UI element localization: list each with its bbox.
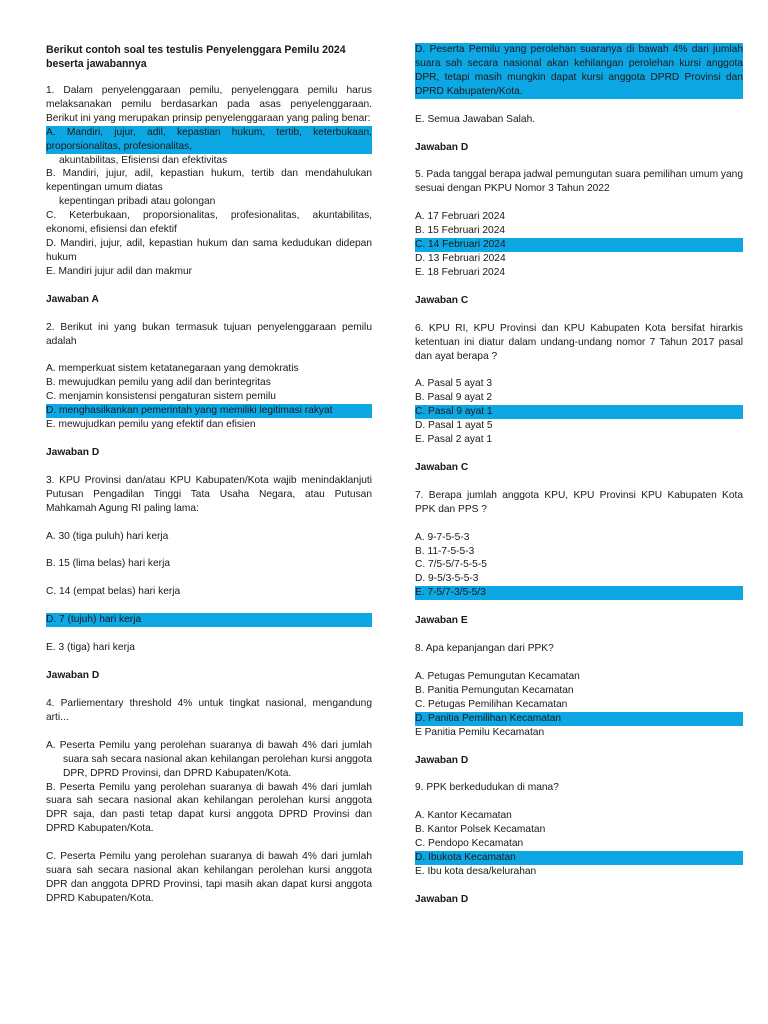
answer-label: Jawaban C xyxy=(415,461,469,473)
option-b: B. Peserta Pemilu yang perolehan suaranya di bawah 4% dari jumlah suara sah secara nasional akan kehilangan perolehan kursi anggota DPR saja, dan pasti tetap dapat kursi anggota DPRD Provinsi dan DPRD Kabupaten/Kota. xyxy=(46,781,372,835)
question-text: 2. Berikut ini yang bukan termasuk tujuan penyelenggaraan pemilu adalah xyxy=(46,321,372,347)
question-8 xyxy=(415,642,743,781)
option-d-correct: D. Peserta Pemilu yang perolehan suaranya di bawah 4% dari jumlah suara sah secara nasional akan kehilangan perolehan kursi anggota DPR, tetapi masih mungkin dapat kursi anggota DPRD Provinsi dan DPRD Kabupaten/Kota. xyxy=(415,44,743,97)
option-a-correct xyxy=(46,126,372,154)
question-3 xyxy=(46,474,372,697)
question-text: 6. KPU RI, KPU Provinsi dan KPU Kabupaten Kota bersifat hirarkis ketentuan ini diatur dalam undang-undang nomor 7 Tahun 2017 pasal dan ayat berapa ? xyxy=(415,322,743,362)
right-column xyxy=(415,43,743,907)
option-e-correct: E. 7-5/7-3/5-5/3 xyxy=(415,586,743,600)
option-b: B. Kantor Polsek Kecamatan xyxy=(415,824,546,836)
option-e: E. Ibu kota desa/kelurahan xyxy=(415,865,537,877)
option-c: C. Petugas Pemilihan Kecamatan xyxy=(415,698,568,710)
option-c: C. Pendopo Kecamatan xyxy=(415,838,524,850)
left-column xyxy=(46,43,372,906)
option-a: A. 30 (tiga puluh) hari kerja xyxy=(46,530,169,542)
option-d-correct: D. menghasilkankan pemerintah yang memiliki legitimasi rakyat xyxy=(46,404,372,418)
option-c-correct: C. 14 Februari 2024 xyxy=(415,238,743,252)
option-b: B. mewujudkan pemilu yang adil dan berintegritas xyxy=(46,377,271,389)
option-d: D. Mandiri, jujur, adil, kepastian hukum dan sama kedudukan didepan hukum xyxy=(46,237,372,263)
option-b: B. 15 (lima belas) hari kerja xyxy=(46,558,170,570)
option-c: C. 14 (empat belas) hari kerja xyxy=(46,586,181,598)
option-d-correct: D. Ibukota Kecamatan xyxy=(415,851,743,865)
option-d: D. 13 Februari 2024 xyxy=(415,252,506,264)
question-5 xyxy=(415,168,743,321)
option-c: C. Keterbukaan, proporsionalitas, profesionalitas, akuntabilitas, ekonomi, efisiensi dan efektif xyxy=(46,210,372,236)
option-e: E. mewujudkan pemilu yang efektif dan efisien xyxy=(46,419,256,431)
question-2 xyxy=(46,321,372,474)
option-c-correct: C. Pasal 9 ayat 1 xyxy=(415,405,743,419)
option-e: E. 18 Februari 2024 xyxy=(415,266,506,278)
option-d-correct: D. 7 (tujuh) hari kerja xyxy=(46,613,372,627)
answer-label: Jawaban D xyxy=(415,754,469,766)
option-a: A. Peserta Pemilu yang perolehan suaranya di bawah 4% dari jumlah suara sah secara nasional akan kehilangan perolehan kursi anggota DPR, DPRD Provinsi, dan DPRD Kabupaten/Kota. xyxy=(46,739,372,779)
option-e: E. Pasal 2 ayat 1 xyxy=(415,434,493,446)
option-e: E. Semua Jawaban Salah. xyxy=(415,113,536,125)
answer-label: Jawaban C xyxy=(415,294,469,306)
answer-label: Jawaban D xyxy=(46,670,100,682)
option-b: B. 15 Februari 2024 xyxy=(415,225,506,237)
option-b: B. Panitia Pemungutan Kecamatan xyxy=(415,684,574,696)
option-e: E Panitia Pemilu Kecamatan xyxy=(415,726,545,738)
option-d-correct: D. Panitia Pemilihan Kecamatan xyxy=(415,712,743,726)
answer-label: Jawaban D xyxy=(415,141,469,153)
option-e: E. Mandiri jujur adil dan makmur xyxy=(46,265,193,277)
option-a: A. Petugas Pemungutan Kecamatan xyxy=(415,671,580,682)
option-a: A. Kantor Kecamatan xyxy=(415,810,512,822)
option-c: C. menjamin konsistensi pengaturan sistem pemilu xyxy=(46,391,276,403)
document-title: Berikut contoh soal tes testulis Penyelenggara Pemilu 2024 beserta jawabannya xyxy=(46,44,346,70)
question-text: 5. Pada tanggal berapa jadwal pemungutan suara pemilihan umum yang sesuai dengan PKPU Nomor 3 Tahun 2022 xyxy=(415,169,743,195)
option-d: D. 9-5/3-5-5-3 xyxy=(415,573,479,585)
option-a-text: A. Mandiri, jujur, adil, kepastian hukum, tertib, keterbukaan, proporsionalitas, profesionalitas, xyxy=(46,126,372,152)
option-a: A. Pasal 5 ayat 3 xyxy=(415,378,493,390)
option-c: C. Peserta Pemilu yang perolehan suaranya di bawah 4% dari jumlah suara sah secara nasional akan kehilangan perolehan kursi anggota DPR dan anggota DPRD Provinsi, tapi masih akan dapat kursi anggota DPRD Kabupaten/Kota. xyxy=(46,851,372,904)
option-d: D. Pasal 1 ayat 5 xyxy=(415,420,493,432)
option-a: A. memperkuat sistem ketatanegaraan yang demokratis xyxy=(46,363,299,375)
question-7 xyxy=(415,489,743,642)
question-6 xyxy=(415,322,743,489)
question-text: 8. Apa kepanjangan dari PPK? xyxy=(415,643,554,655)
option-b: B. 11-7-5-5-3 xyxy=(415,545,475,557)
answer-label: Jawaban D xyxy=(46,446,100,458)
option-b: B. Pasal 9 ayat 2 xyxy=(415,392,493,404)
question-text: 3. KPU Provinsi dan/atau KPU Kabupaten/Kota wajib menindaklanjuti Putusan Pengadilan Tinggi Tata Usaha Negara, atau Putusan Mahkamah Agung RI paling lama: xyxy=(46,474,372,514)
option-a: A. 9-7-5-5-3 xyxy=(415,531,470,543)
question-4-continued xyxy=(415,43,743,168)
answer-label: Jawaban E xyxy=(415,615,468,627)
answer-label: Jawaban A xyxy=(46,293,99,305)
option-b: B. Mandiri, jujur, adil, kepastian hukum, tertib dan mendahulukan kepentingan umum diatas xyxy=(46,168,372,194)
option-a: A. 17 Februari 2024 xyxy=(415,211,506,223)
option-a-continuation: akuntabilitas, Efisiensi dan efektivitas xyxy=(59,154,228,166)
question-text: 7. Berapa jumlah anggota KPU, KPU Provinsi KPU Kabupaten Kota PPK dan PPS ? xyxy=(415,489,743,515)
question-text: 1. Dalam penyelenggaraan pemilu, penyelenggara pemilu harus melaksanakan pemilu berdasarkan pada asas penyelenggaraan. Berikut ini yang merupakan prinsip penyelenggaraan yang paling benar: xyxy=(46,85,372,124)
question-text: 9. PPK berkedudukan di mana? xyxy=(415,782,559,794)
answer-label: Jawaban D xyxy=(415,893,469,905)
question-9 xyxy=(415,781,743,906)
question-4 xyxy=(46,697,372,906)
question-text: 4. Parliementary threshold 4% untuk tingkat nasional, mengandung arti... xyxy=(46,698,372,723)
option-b-continuation: kepentingan pribadi atau golongan xyxy=(59,196,216,208)
question-1 xyxy=(46,84,372,321)
option-e: E. 3 (tiga) hari kerja xyxy=(46,642,135,654)
option-c: C. 7/5-5/7-5-5-5 xyxy=(415,559,487,571)
